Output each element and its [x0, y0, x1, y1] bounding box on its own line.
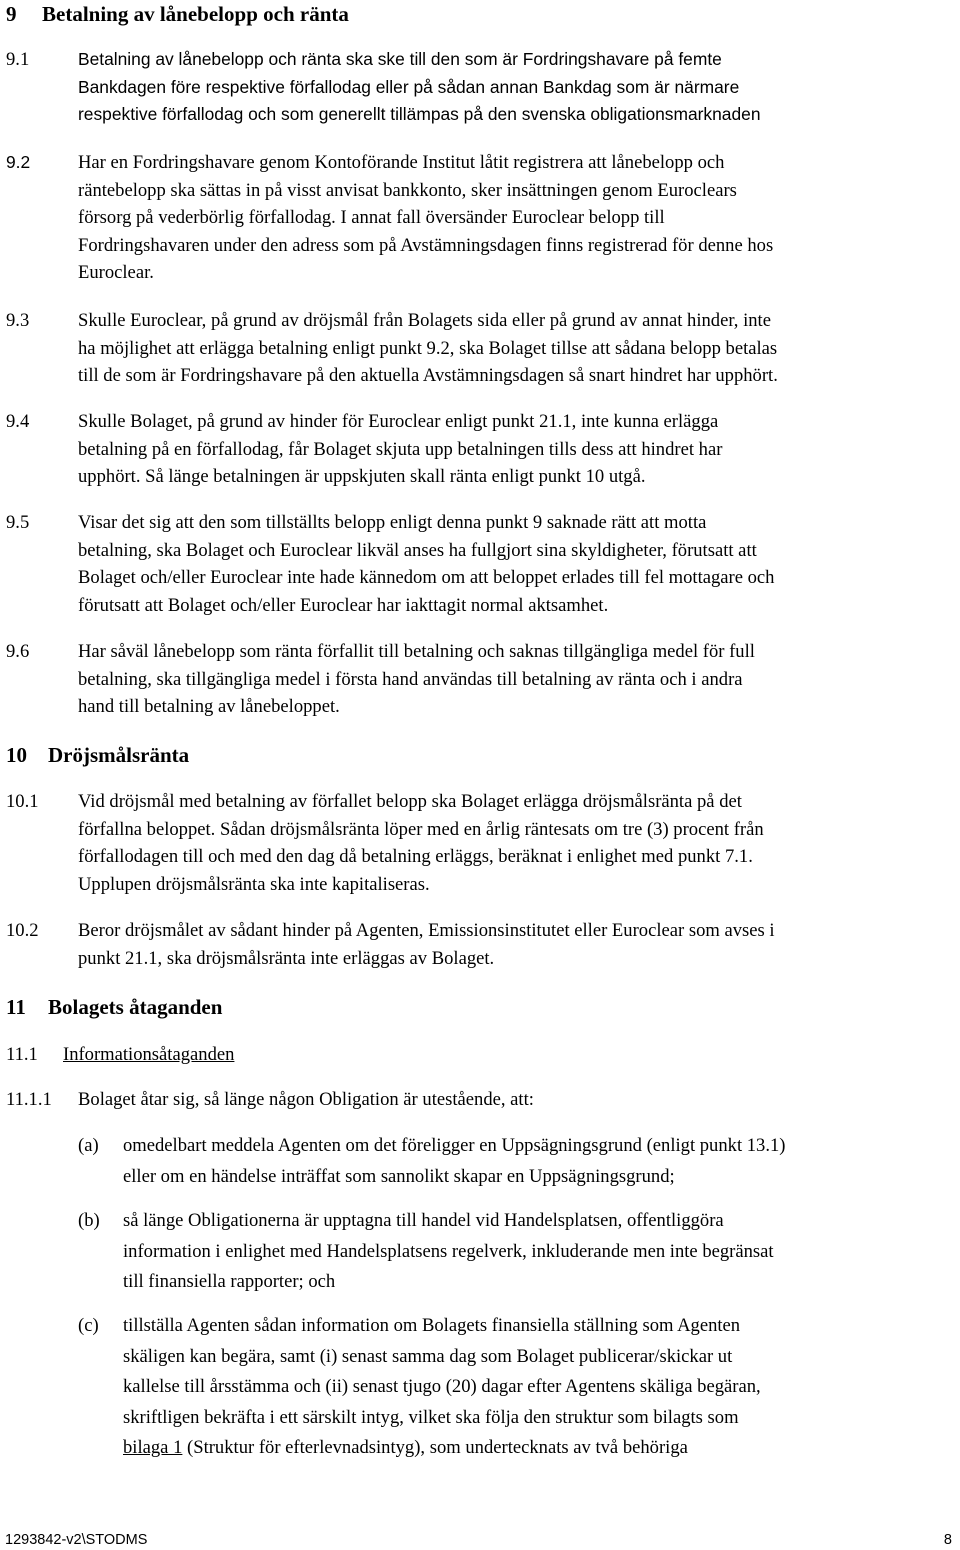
- appendix-link[interactable]: bilaga 1: [123, 1437, 183, 1458]
- clause-text: [78, 408, 951, 491]
- text-line: kallelse till årsstämma och (ii) senast tjugo (20) dagar efter Agentens skäliga begäran,: [123, 1376, 761, 1397]
- clause-number: 9.6: [6, 641, 30, 662]
- text-fragment: (Struktur för efterlevnadsintyg), som undertecknats av två behöriga: [182, 1437, 688, 1458]
- text-line: information i enlighet med Handelsplatsens regelverk, inkluderande men inte begränsat: [123, 1240, 774, 1262]
- section-title: Dröjsmålsränta: [48, 743, 190, 767]
- text-line: betalning på en förfallodag, får Bolaget skjuta upp betalningen tills dess att hindret har: [78, 438, 723, 460]
- item-label: (a): [78, 1135, 99, 1156]
- list-item-c: [78, 1311, 948, 1464]
- text-line: till finansiella rapporter; och: [123, 1271, 336, 1292]
- text-line: Euroclear.: [78, 262, 154, 283]
- subsection-title: Informationsåtaganden: [63, 1044, 235, 1065]
- clause-text: [78, 307, 951, 390]
- text-line: försorg på vederbörlig förfallodag. I annat fall översänder Euroclear belopp till: [78, 207, 665, 228]
- clause-text: [78, 46, 951, 129]
- text-line: Har såväl lånebelopp som ränta förfallit till betalning och saknas tillgängliga medel för full: [78, 641, 755, 662]
- footer-document-id: 1293842-v2\STODMS: [5, 1532, 148, 1548]
- clause-10-1: [6, 788, 951, 898]
- text-line: tillställa Agenten sådan information om Bolagets finansiella ställning som Agenten: [123, 1315, 741, 1336]
- clause-11-1-1: [6, 1086, 534, 1113]
- text-line: Upplupen dröjsmålsränta ska inte kapitaliseras.: [78, 873, 430, 895]
- text-line: till de som är Fordringshavare på den aktuella Avstämningsdagen så snart hindret har upphört.: [78, 365, 778, 386]
- text-line: räntebelopp ska sättas in på visst anvisat bankkonto, sker insättningen genom Euroclears: [78, 179, 737, 201]
- text-line: ha möjlighet att erlägga betalning enligt punkt 9.2, ska Bolaget tillse att sådana belopp betalas: [78, 337, 778, 359]
- text-line: skriftligen bekräfta i ett särskilt intyg, vilket ska följa den struktur som bilagts som: [123, 1406, 739, 1428]
- text-line: förfallodagen till och med den dag då betalning erläggs, beräknat i enlighet med punkt 7.1.: [78, 846, 753, 867]
- clause-number: 9.4: [6, 411, 30, 432]
- item-label: (c): [78, 1315, 99, 1336]
- section-number: 11: [6, 995, 26, 1019]
- clause-text: [78, 509, 951, 619]
- text-line: Vid dröjsmål med betalning av förfallet belopp ska Bolaget erlägga dröjsmålsränta på det: [78, 791, 742, 812]
- section-heading-11: [6, 995, 222, 1019]
- section-heading-10: [6, 743, 189, 767]
- text-line: hand till betalning av lånebeloppet.: [78, 696, 340, 717]
- clause-number: 9.3: [6, 310, 30, 331]
- clause-9-3: [6, 307, 951, 390]
- clause-number: 11.1.1: [6, 1089, 52, 1110]
- clause-9-5: [6, 509, 951, 619]
- text-line: eller om en händelse inträffat som sannolikt skapar en Uppsägningsgrund;: [123, 1165, 675, 1187]
- text-line: skäligen kan begära, samt (i) senast samma dag som Bolaget publicerar/skickar ut: [123, 1345, 733, 1367]
- text-line: betalning, ska tillgängliga medel i första hand användas till betalning av ränta och i andra: [78, 668, 743, 690]
- clause-text: Bolaget åtar sig, så länge någon Obligation är utestående, att:: [78, 1089, 534, 1110]
- clause-number: 9.1: [6, 49, 30, 70]
- text-line: Fordringshavaren under den adress som på Avstämningsdagen finns registrerad för denne hos: [78, 234, 774, 256]
- item-text: [123, 1206, 948, 1298]
- clause-9-2: [6, 149, 951, 287]
- item-label: (b): [78, 1210, 100, 1231]
- list-item-a: [78, 1131, 948, 1192]
- text-line: Beror dröjsmålet av sådant hinder på Agenten, Emissionsinstitutet eller Euroclear som avses i: [78, 920, 775, 941]
- text-line: Visar det sig att den som tillställts belopp enligt denna punkt 9 saknade rätt att motta: [78, 512, 707, 533]
- clause-text: [78, 149, 951, 287]
- section-heading-9: [6, 2, 349, 26]
- text-line: förfallna beloppet. Sådan dröjsmålsränta löper med en årlig räntesats om tre (3) procent från: [78, 818, 764, 840]
- clause-number: 9.2: [6, 152, 31, 172]
- subsection-11-1: [6, 1041, 234, 1068]
- text-line: förutsatt att Bolaget och/eller Euroclear har iakttagit normal aktsamhet.: [78, 594, 609, 616]
- text-line: Bankdagen före respektive förfallodag eller på sådan annan Bankdag som är närmare: [78, 76, 740, 97]
- text-line: [123, 1433, 948, 1464]
- clause-number: 10.1: [6, 791, 39, 812]
- clause-text: [78, 917, 951, 972]
- subsection-number: 11.1: [6, 1044, 38, 1065]
- clause-9-1: [6, 46, 951, 129]
- item-text: [123, 1311, 948, 1464]
- clause-9-4: [6, 408, 951, 491]
- section-title: Betalning av lånebelopp och ränta: [42, 2, 349, 26]
- text-line: så länge Obligationerna är upptagna till handel vid Handelsplatsen, offentliggöra: [123, 1210, 724, 1231]
- text-line: upphört. Så länge betalningen är uppskjuten skall ränta enligt punkt 10 utgå.: [78, 466, 646, 487]
- section-number: 9: [6, 2, 17, 26]
- footer-page-number: 8: [943, 1532, 952, 1548]
- text-line: betalning, ska Bolaget och Euroclear likväl anses ha fullgjort sina skyldigheter, förutsatt att: [78, 539, 757, 561]
- text-line: Skulle Euroclear, på grund av dröjsmål från Bolagets sida eller på grund av annat hinder, inte: [78, 310, 771, 331]
- text-line: Bolaget och/eller Euroclear inte hade kännedom om att beloppet erlades till fel mottagare och: [78, 567, 775, 588]
- text-line: Betalning av lånebelopp och ränta ska ske till den som är Fordringshavare på femte: [78, 49, 722, 69]
- text-line: respektive förfallodag och som generellt tillämpas på den svenska obligationsmarknaden: [78, 104, 761, 124]
- section-number: 10: [6, 743, 27, 767]
- section-title: Bolagets åtaganden: [48, 995, 223, 1019]
- clause-9-6: [6, 638, 951, 721]
- item-text: [123, 1131, 948, 1192]
- clause-text: [78, 788, 951, 898]
- text-line: punkt 21.1, ska dröjsmålsränta inte erläggas av Bolaget.: [78, 947, 495, 969]
- text-line: Skulle Bolaget, på grund av hinder för Euroclear enligt punkt 21.1, inte kunna erlägga: [78, 411, 719, 432]
- text-line: Har en Fordringshavare genom Kontoförande Institut låtit registrera att lånebelopp och: [78, 152, 725, 173]
- clause-number: 9.5: [6, 512, 30, 533]
- clause-number: 10.2: [6, 920, 39, 941]
- clause-text: [78, 638, 951, 721]
- clause-10-2: [6, 917, 951, 972]
- text-line: omedelbart meddela Agenten om det föreligger en Uppsägningsgrund (enligt punkt 13.1): [123, 1135, 786, 1156]
- list-item-b: [78, 1206, 948, 1298]
